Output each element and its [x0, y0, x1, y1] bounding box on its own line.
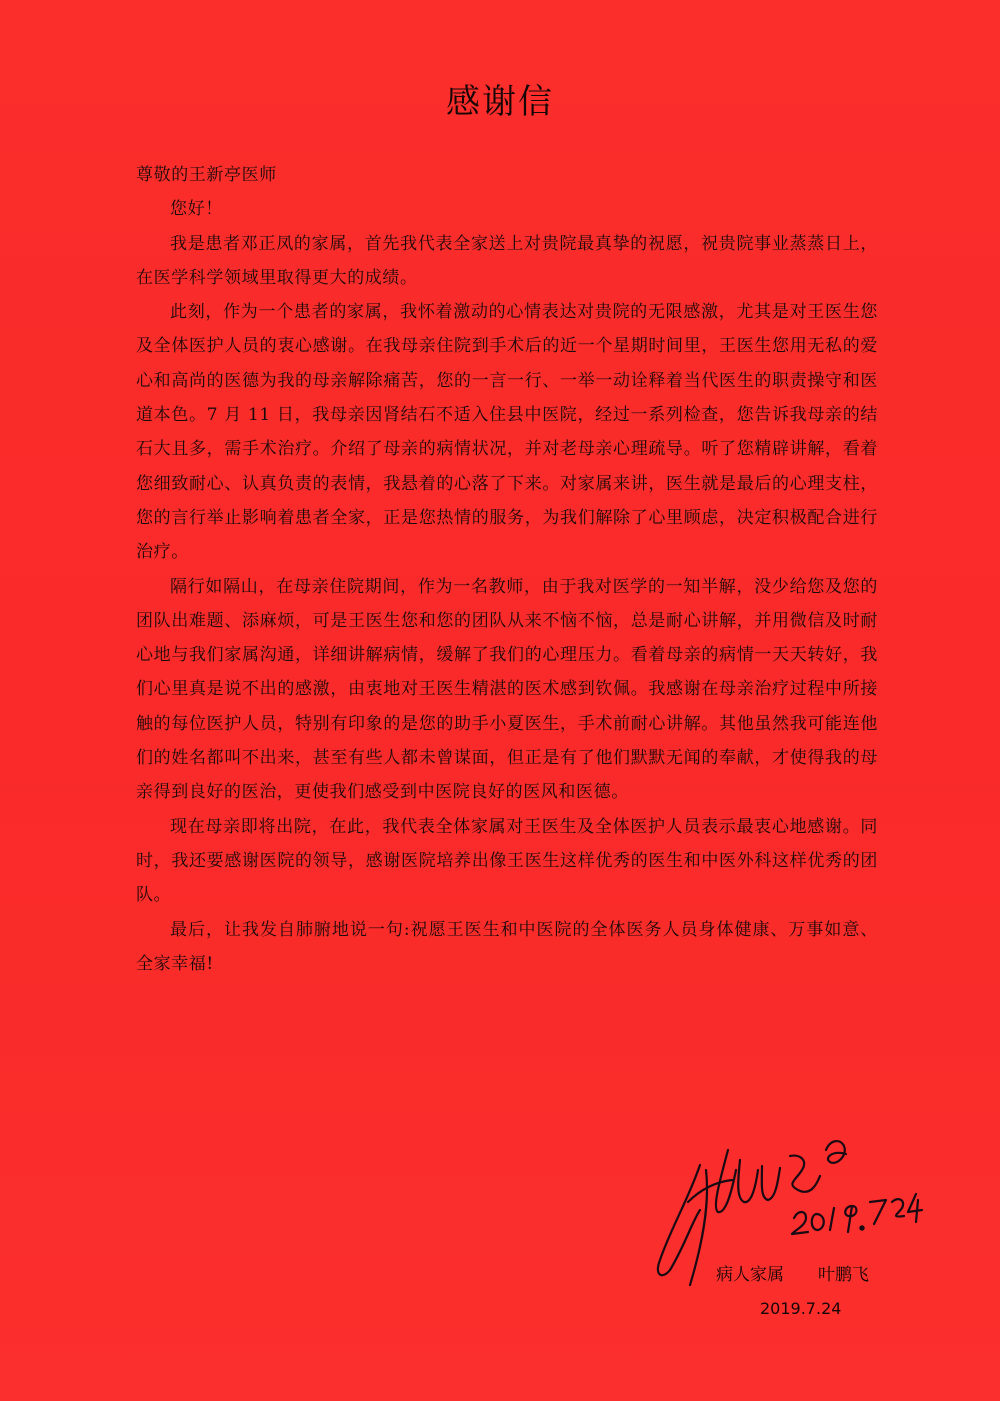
signature-role: 病人家属 — [716, 1265, 784, 1285]
salutation: 尊敬的王新亭医师 — [136, 165, 277, 185]
signature-block — [700, 1258, 940, 1326]
signature-name: 叶鹏飞 — [818, 1265, 869, 1285]
paragraph-3: 隔行如隔山，在母亲住院期间，作为一名教师，由于我对医学的一知半解，没少给您及您的团队出难题、添麻烦，可是王医生您和您的团队从来不恼不恼，总是耐心讲解，并用微信及时耐心地与我们家属沟通，详细讲解病情，缓解了我们的心理压力。看着母亲的病情一天天转好，我们心里真是说不出的感激，由衷地对王医生精湛的医术感到钦佩。我感谢在母亲治疗过程中所接触的每位医护人员，特别有印象的是您的助手小夏医生，手术前耐心讲解。其他虽然我可能连他们的姓名都叫不出来，甚至有些人都未曾谋面，但正是有了他们默默无闻的奉献，才使得我的母亲得到良好的医治，更使我们感受到中医院良好的医风和医德。 — [136, 576, 878, 803]
letter-title: 感谢信 — [446, 82, 554, 122]
signature-date: 2019.7.24 — [760, 1299, 842, 1318]
signature-line — [700, 1258, 940, 1292]
paragraph-4: 现在母亲即将出院，在此，我代表全体家属对王医生及全体医护人员表示最衷心地感谢。同时，我还要感谢医院的领导，感谢医院培养出像王医生这样优秀的医生和中医外科这样优秀的团队。 — [136, 816, 878, 906]
paragraph-5: 最后，让我发自肺腑地说一句:祝愿王医生和中医院的全体医务人员身体健康、万事如意、全家幸福! — [136, 919, 878, 974]
greeting: 您好！ — [170, 199, 223, 220]
letter-body — [136, 158, 878, 981]
paragraph-1: 我是患者邓正凤的家属，首先我代表全家送上对贵院最真挚的祝愿，祝贵院事业蒸蒸日上，在医学科学领域里取得更大的成绩。 — [136, 233, 878, 288]
paragraph-2: 此刻，作为一个患者的家属，我怀着激动的心情表达对贵院的无限感激，尤其是对王医生您及全体医护人员的衷心感谢。在我母亲住院到手术后的近一个星期时间里，王医生您用无私的爱心和高尚的医德为我的母亲解除痛苦，您的一言一行、一举一动诠释着当代医生的职责操守和医道本色。7 月 11 日，我母亲因肾结石不适入住县中医院，经过一系列检查，您告诉我母亲的结石大且多，需手术治疗。介绍了母亲的病情状况，并对老母亲心理疏导。听了您精辟讲解，看着您细致耐心、认真负责的表情，我悬着的心落了下来。对家属来讲，医生就是最后的心理支柱，您的言行举止影响着患者全家，正是您热情的服务，为我们解除了心里顾虑，决定积极配合进行治疗。 — [136, 302, 878, 563]
